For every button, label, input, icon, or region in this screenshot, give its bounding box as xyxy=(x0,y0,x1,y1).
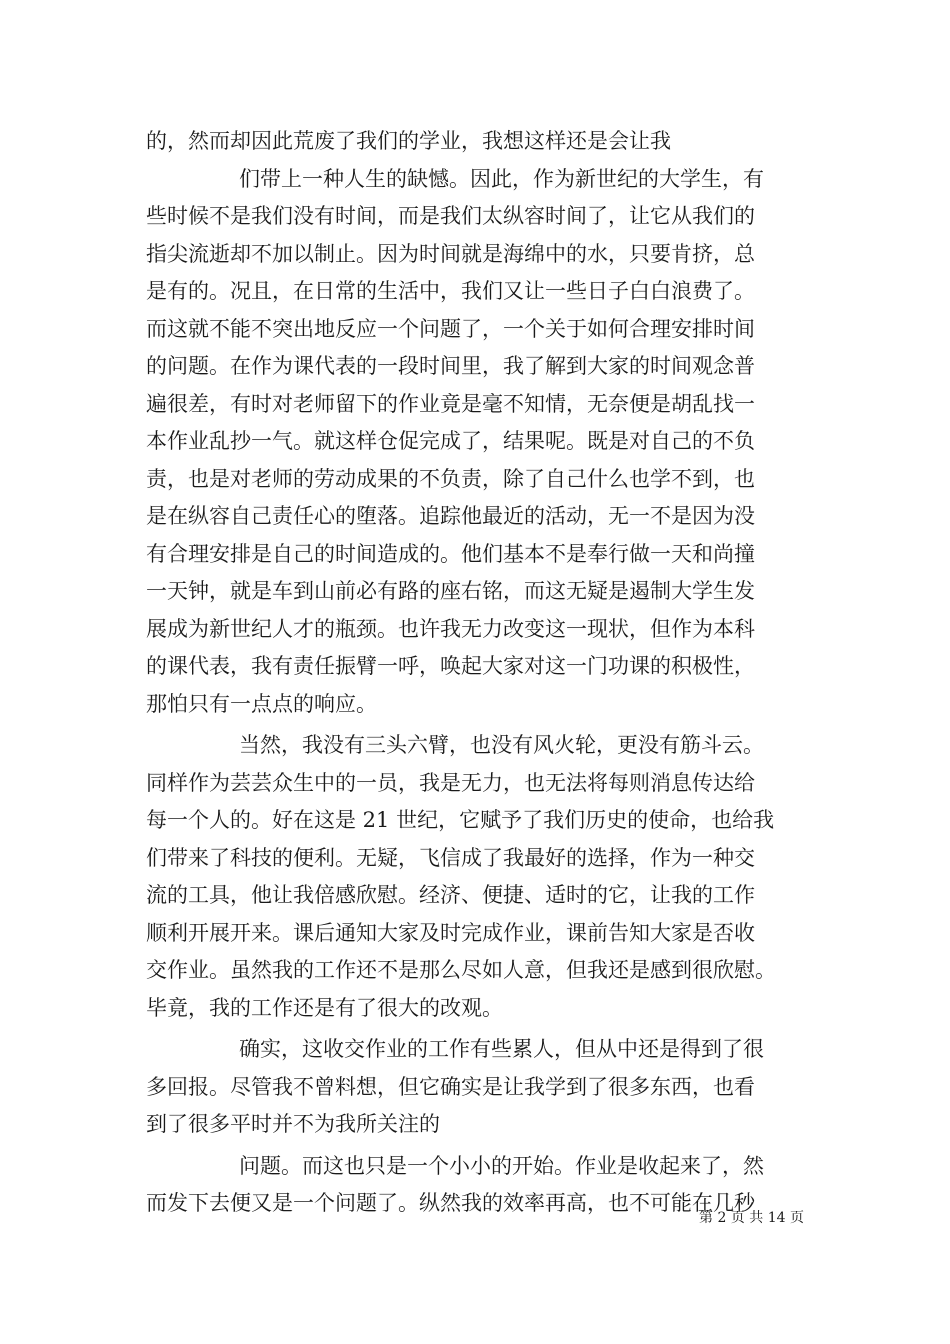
text-line: 一天钟，就是车到山前必有路的座右铭，而这无疑是遏制大学生发 xyxy=(146,579,755,603)
text-line: 本作业乱抄一气。就这样仓促完成了，结果呢。既是对自己的不负 xyxy=(146,429,755,453)
text-line: 的问题。在作为课代表的一段时间里，我了解到大家的时间观念普 xyxy=(146,354,755,378)
text-line: 们带上一种人生的缺憾。因此，作为新世纪的大学生，有 xyxy=(239,166,764,191)
text-line: 流的工具，他让我倍感欣慰。经济、便捷、适时的它，让我的工作 xyxy=(146,883,755,907)
page-number-footer: 第 2 页 共 14 页 xyxy=(699,1210,804,1226)
text-line: 而发下去便又是一个问题了。纵然我的效率再高，也不可能在几秒 xyxy=(146,1191,755,1215)
text-line: 是在纵容自己责任心的堕落。追踪他最近的活动，无一不是因为没 xyxy=(146,504,755,528)
text-line: 那怕只有一点点的响应。 xyxy=(146,691,377,716)
document-body xyxy=(146,123,826,1223)
text-line: 每一个人的。好在这是 21 世纪，它赋予了我们历史的使命，也给我 xyxy=(146,808,775,832)
text-line: 多回报。尽管我不曾料想，但它确实是让我学到了很多东西，也看 xyxy=(146,1074,755,1099)
text-line: 的，然而却因此荒废了我们的学业，我想这样还是会让我 xyxy=(146,129,671,153)
text-line: 问题。而这也只是一个小小的开始。作业是收起来了，然 xyxy=(239,1153,764,1178)
text-line: 确实，这收交作业的工作有些累人，但从中还是得到了很 xyxy=(239,1037,764,1061)
text-line: 些时候不是我们没有时间，而是我们太纵容时间了，让它从我们的 xyxy=(146,204,755,228)
text-line: 到了很多平时并不为我所关注的 xyxy=(146,1112,440,1136)
text-line: 责，也是对老师的劳动成果的不负责，除了自己什么也学不到，也 xyxy=(146,466,755,491)
text-line: 是有的。况且，在日常的生活中，我们又让一些日子白白浪费了。 xyxy=(146,279,755,303)
text-line: 毕竟，我的工作还是有了很大的改观。 xyxy=(146,995,503,1020)
text-line: 交作业。虽然我的工作还不是那么尽如人意，但我还是感到很欣慰。 xyxy=(146,958,776,982)
text-line: 有合理安排是自己的时间造成的。他们基本不是奉行做一天和尚撞 xyxy=(146,541,755,566)
text-line: 指尖流逝却不加以制止。因为时间就是海绵中的水，只要肯挤，总 xyxy=(146,241,755,266)
text-line: 的课代表，我有责任振臂一呼，唤起大家对这一门功课的积极性， xyxy=(146,654,755,678)
text-line: 而这就不能不突出地反应一个问题了，一个关于如何合理安排时间 xyxy=(146,316,755,341)
text-line: 们带来了科技的便利。无疑，飞信成了我最好的选择，作为一种交 xyxy=(146,845,755,870)
text-line: 遍很差，有时对老师留下的作业竟是毫不知情，无奈便是胡乱找一 xyxy=(146,391,755,416)
text-line: 同样作为芸芸众生中的一员，我是无力，也无法将每则消息传达给 xyxy=(146,770,755,795)
text-line: 当然，我没有三头六臂，也没有风火轮，更没有筋斗云。 xyxy=(239,733,764,757)
text-line: 顺利开展开来。课后通知大家及时完成作业，课前告知大家是否收 xyxy=(146,920,755,945)
text-line: 展成为新世纪人才的瓶颈。也许我无力改变这一现状，但作为本科 xyxy=(146,616,755,641)
